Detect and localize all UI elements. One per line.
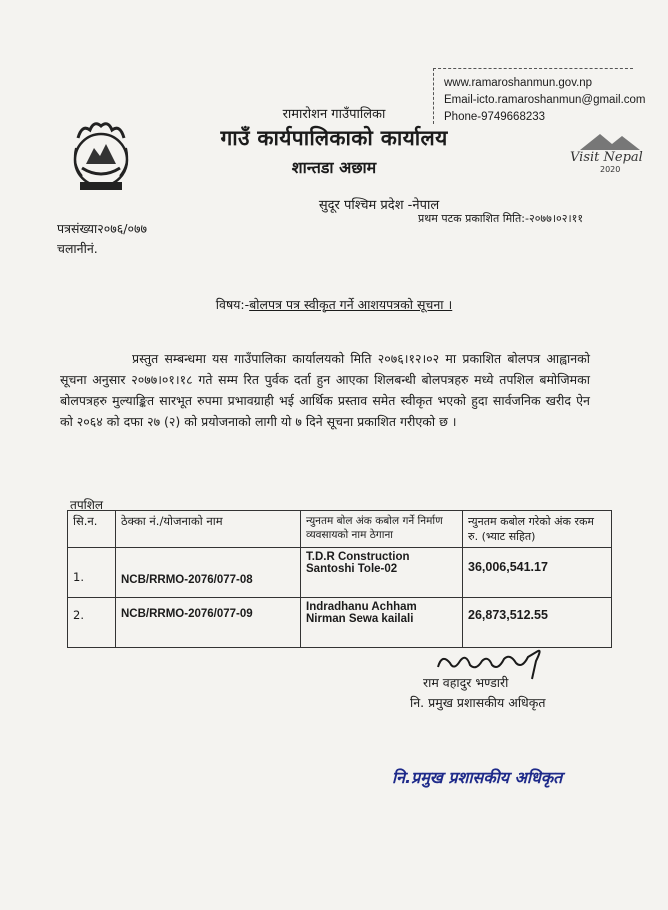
subject-text: बोलपत्र पत्र स्वीकृत गर्ने आशयपत्रको सूचना । <box>249 297 453 312</box>
cell-amount: 36,006,541.17 <box>463 548 612 598</box>
visit-nepal-text: Visit Nepal <box>570 150 643 165</box>
phone-text: Phone-9749668233 <box>444 111 546 123</box>
officer-stamp: नि.प्रमुख प्रशासकीय अधिकृत <box>392 768 563 787</box>
subject-prefix: विषय:- <box>215 297 250 312</box>
visit-nepal-year: 2020 <box>600 165 621 174</box>
header-amount: न्युनतम कबोल गरेको अंक रकम रु. (भ्याट सहित) <box>463 511 612 548</box>
subject-line <box>0 296 668 313</box>
office-place: शान्तडा अछाम <box>291 158 377 177</box>
cell-contract: NCB/RRMO-2076/077-09 <box>116 598 301 648</box>
header-sn: सि.न. <box>68 511 116 548</box>
table-row <box>68 598 612 648</box>
municipality-name: रामारोशन गाउँपालिका <box>282 107 386 122</box>
office-title: गाउँ कार्यपालिकाको कार्यालय <box>220 126 448 150</box>
table-caption: तपशिल <box>70 498 104 512</box>
letter-number: पत्रसंख्या२०७६/०७७ <box>57 221 147 236</box>
cell-amount: 26,873,512.55 <box>463 598 612 648</box>
cell-bidder: T.D.R Construction Santoshi Tole-02 <box>301 548 463 598</box>
first-published-date: प्रथम पटक प्रकाशित मिति:-२०७७।०२।११ <box>418 212 584 225</box>
dispatch-number: चलानीनं. <box>57 241 98 256</box>
notice-body <box>60 348 590 432</box>
province-name: सुदूर पश्चिम प्रदेश -नेपाल <box>318 198 440 213</box>
table-row <box>68 548 612 598</box>
email-text: Email-icto.ramaroshanmun@gmail.com <box>444 94 646 106</box>
cell-bidder: Indradhanu Achham Nirman Sewa kailali <box>301 598 463 648</box>
signatory-title: नि. प्रमुख प्रशासकीय अधिकृत <box>410 695 546 710</box>
signatory-name: राम वहादुर भण्डारी <box>423 675 509 690</box>
cell-contract: NCB/RRMO-2076/077-08 <box>116 548 301 598</box>
notice-body-text: प्रस्तुत सम्बन्धमा यस गाउँपालिका कार्यालयको मिति २०७६।१२।०२ मा प्रकाशित बोलपत्र आह्वानको सूचना अनुसार २०७७।०१।१८ गते सम्म रित पुर्वक दर्ता हुन आएका शिलबन्धी बोलपत्रहरु मध्ये तपशिल बमोजिमका बोलपत्रहरु मुल्याङ्कित सारभूत रुपमा प्रभावग्राही भई आर्थिक प्रस्ताव समेत स्वीकृत भएको हुदा सार्वजनिक खरीद ऐन को २०६४ को दफा २७ (२) को प्रयोजनाको लागी यो ७ दिने सूचना प्रकाशित गरीएको छ । <box>60 351 590 429</box>
table-header-row <box>68 511 612 548</box>
cell-sn: 2. <box>68 598 116 648</box>
bid-table <box>67 510 612 648</box>
header-contract: ठेक्का नं./योजनाको नाम <box>116 511 301 548</box>
header-bidder: न्युनतम बोल अंक कबोल गर्ने निर्माण व्यवसायको नाम ठेगाना <box>301 511 463 548</box>
cell-sn: 1. <box>68 548 116 598</box>
website-text: www.ramaroshanmun.gov.np <box>444 77 593 89</box>
